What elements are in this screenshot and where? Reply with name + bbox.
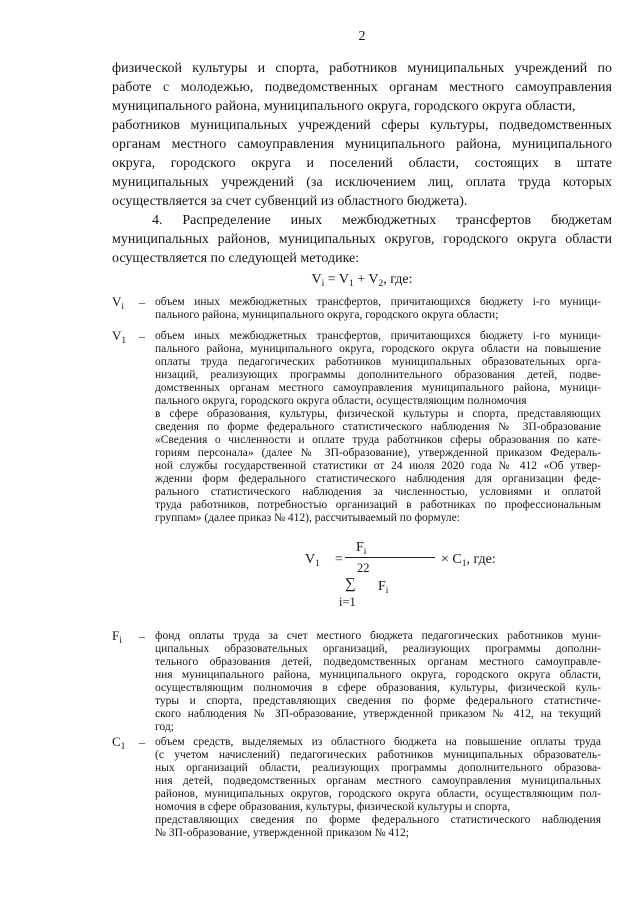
definition-text (155, 630, 601, 734)
section-4-paragraph (112, 211, 612, 268)
definition-line: ждении форм федерального статистического наблюдения для организации феде- (155, 473, 601, 485)
definition-text (155, 736, 601, 840)
definition-line: объем средств, выделяемых из областного бюджета на повышение оплаты труда (155, 736, 601, 748)
definition-dash: – (139, 295, 145, 309)
definition-line: (с учетом начислений) педагогических работников муниципальных образователь- (155, 749, 601, 761)
definition-line: ского наблюдения № ЗП-образование, утвержденной приказом № 412, на текущий (155, 708, 601, 720)
definition-line: год; (155, 721, 174, 733)
intro-line: физической культуры и спорта, работников муниципальных учреждений по (112, 61, 612, 76)
definition-line: ния детей, подведомственных органам местного самоуправления муниципальных (155, 775, 601, 787)
definition-line: «Сведения о численности и оплате труда работников сферы образования по кате- (155, 434, 601, 446)
sum-lower-limit: i=1 (339, 595, 356, 609)
formula-subscript: i (321, 279, 325, 289)
formula-coefficient (441, 552, 496, 568)
formula-operator: = (324, 272, 339, 287)
formula-subscript: i (363, 547, 367, 557)
definition-line: фонд оплаты труда за счет местного бюджета педагогических работников муни- (155, 630, 601, 642)
formula-total (112, 271, 612, 289)
intro-line: органам местного самоуправления муниципального района, муниципального (112, 137, 612, 152)
definition-line: тельного образования детей, подведомственных органам местного самоуправле- (155, 656, 601, 668)
definition-dash: – (139, 329, 145, 343)
definition-line: представляющих сведения по форме федерального статистического наблюдения (155, 814, 601, 826)
definition-line: ной службы государственной статистики от 24 июля 2020 года № 412 «Об утвер- (155, 460, 601, 472)
intro-line: работников муниципальных учреждений сферы культуры, подведомственных (112, 118, 612, 133)
definition-line: в сфере образования, культуры, физической культуры и спорта, представляющих (155, 408, 601, 420)
intro-line: работе с молодежью, подведомственных органам местного самоуправления (112, 80, 612, 95)
formula-symbol: C (452, 552, 462, 567)
intro-line: округа, городского округа и поселений области, состоящих в штате (112, 156, 612, 171)
definition-line: осуществляющим полномочия в сфере образования, культуры, физической куль- (155, 682, 601, 694)
formula-symbol: V (305, 552, 316, 567)
definition-line: туры и спорта, представляющих сведения по форме федерального статистиче- (155, 695, 601, 707)
definition-line: объем иных межбюджетных трансфертов, причитающихся бюджету i-го муници- (155, 296, 601, 308)
definition-line: ных организаций области, реализующих программы дополнительного образова- (155, 762, 601, 774)
formula-operator: × (441, 552, 453, 567)
term-symbol: C (112, 734, 121, 749)
definition-line: № ЗП-образование, утвержденной приказом № 412; (155, 827, 409, 839)
definition-term (112, 734, 126, 752)
formula-subscript: 2 (378, 279, 384, 289)
definition-line: рального статистического наблюдения за численностью, условиями и оплатой (155, 486, 601, 498)
definition-line: ципальных образовательных организаций, реализующих программы дополни- (155, 643, 601, 655)
formula-symbol: F (378, 579, 386, 594)
definition-line: пального округа, городского округа области, осуществляющим полномочия (155, 395, 527, 407)
intro-paragraph (112, 59, 612, 211)
formula-denominator (378, 579, 388, 595)
formula-symbol: F (356, 540, 364, 555)
intro-line: осуществляется за счет субвенций из областного бюджета). (112, 194, 468, 209)
term-subscript: i (119, 636, 122, 646)
sum-upper-limit: 22 (357, 561, 370, 575)
definition-line: районов, муниципальных округов, городского округа области, осуществляющим пол- (155, 788, 601, 800)
definition-dash: – (139, 735, 145, 749)
definition-line: гориям персонала» (далее № ЗП-образование), утвержденной приказом Федераль- (155, 447, 601, 459)
definition-text (155, 330, 601, 525)
definition-line: низаций, реализующих программы дополнительного образования детей, подве- (155, 369, 601, 381)
fraction-bar (345, 557, 435, 558)
formula-equals: = (335, 552, 343, 567)
intro-line: муниципальных учреждений (за исключением лиц, оплата труда которых (112, 175, 612, 190)
section-4-line: 4. Распределение иных межбюджетных трансфертов бюджетам (152, 213, 612, 228)
formula-subscript: 1 (315, 559, 320, 569)
definition-term (112, 628, 122, 646)
formula-numerator (356, 540, 366, 556)
formula-suffix: , где: (466, 552, 496, 567)
definition-term (112, 328, 127, 346)
term-symbol: F (112, 628, 120, 643)
formula-symbol: V (368, 272, 379, 287)
term-subscript: 1 (121, 336, 127, 346)
definition-line: объем иных межбюджетных трансфертов, причитающихся бюджету i-го муници- (155, 330, 601, 342)
formula-suffix: , где: (383, 272, 413, 287)
definition-fi (112, 628, 602, 733)
formula-symbol: V (311, 272, 322, 287)
definition-line: группам» (далее приказ № 412), рассчитываемый по формуле: (155, 512, 460, 524)
definition-c1 (112, 734, 602, 839)
definition-term (112, 294, 125, 312)
definition-line: труда работников, потребностью организаций в работниках по профессиональным (155, 499, 601, 511)
formula-subscript: 1 (348, 279, 354, 289)
definition-text (155, 296, 601, 322)
definition-line: пального района, муниципального округа, городского округа области; (155, 309, 499, 321)
formula-operator: + (353, 272, 369, 287)
definition-vi (112, 294, 602, 321)
intro-line: муниципального района, муниципального округа, городского округа области, (112, 99, 576, 114)
term-symbol: V (112, 294, 122, 309)
section-4-line: осуществляется по следующей методике: (112, 251, 360, 266)
definition-line: сведения по форме федерального статистического наблюдения № ЗП-образование (155, 421, 601, 433)
term-subscript: 1 (120, 742, 126, 752)
formula-lhs (305, 552, 320, 568)
definition-line: номочия в сфере образования, культуры, физической культуры и спорта, (155, 801, 511, 813)
definition-dash: – (139, 629, 145, 643)
formula-subscript: 1 (461, 559, 467, 569)
formula-symbol: V (338, 272, 349, 287)
term-subscript: i (121, 302, 125, 312)
definition-v1 (112, 328, 602, 524)
section-4-line: муниципальных районов, муниципальных округов, городского округа области (112, 232, 612, 247)
sigma-icon: ∑ (345, 576, 356, 592)
definition-line: домственных органам местного самоуправления муниципального района, муници- (155, 382, 601, 394)
page-number: 2 (358, 29, 366, 44)
definition-line: пального района, муниципального округа, городского округа области на повышение (155, 343, 601, 355)
definition-line: оплаты труда педагогических работников муниципальных образовательных орга- (155, 356, 601, 368)
definition-line: ния муниципального района, муниципального округа, городского округа области, (155, 669, 601, 681)
formula-subscript: i (385, 586, 389, 596)
term-symbol: V (112, 328, 122, 343)
